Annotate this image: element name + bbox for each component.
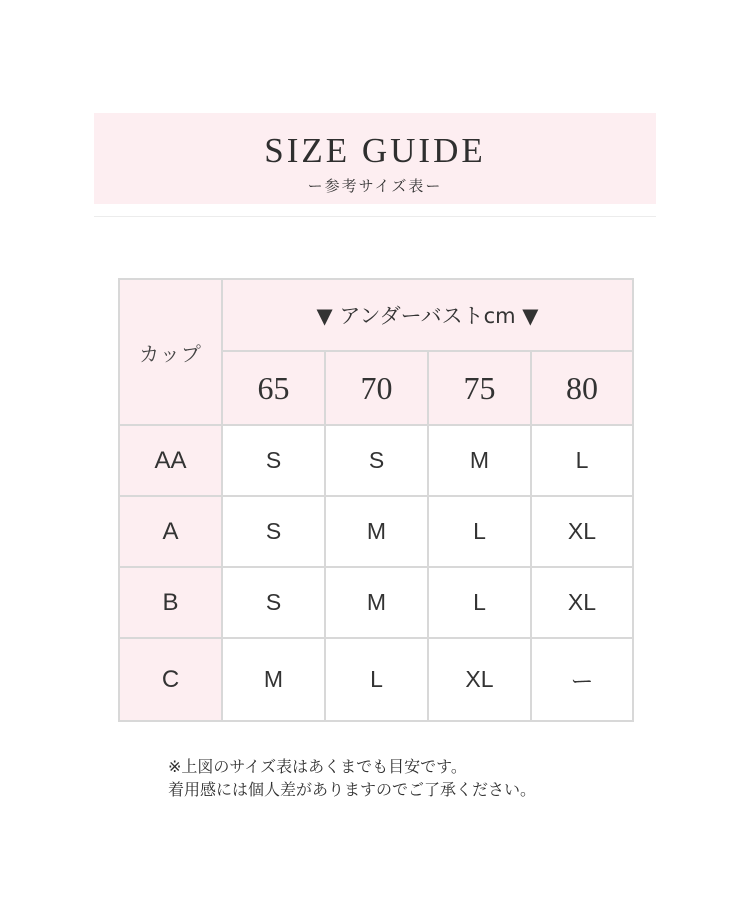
cup-size-label: A	[119, 496, 222, 567]
size-cell: S	[325, 425, 428, 496]
size-table	[118, 278, 634, 722]
size-cell: XL	[531, 567, 633, 638]
size-cell: S	[222, 496, 325, 567]
note-line: ※上図のサイズ表はあくまでも目安です。	[168, 757, 467, 776]
note-line: 着用感には個人差がありますのでご了承ください。	[168, 780, 537, 799]
band-header: 75	[428, 351, 531, 425]
table-row	[119, 567, 633, 638]
cup-header: カップ	[119, 279, 222, 425]
table-row	[119, 425, 633, 496]
header-divider	[94, 216, 656, 217]
size-cell: L	[428, 567, 531, 638]
table-row	[119, 638, 633, 721]
size-cell: S	[222, 567, 325, 638]
size-cell: M	[325, 567, 428, 638]
table-row	[119, 496, 633, 567]
page-subtitle: ー参考サイズ表ー	[307, 177, 443, 195]
size-cell: M	[222, 638, 325, 721]
page-title: SIZE GUIDE	[264, 131, 486, 170]
cup-size-label: AA	[119, 425, 222, 496]
band-header: 70	[325, 351, 428, 425]
band-header: 80	[531, 351, 633, 425]
size-cell: XL	[531, 496, 633, 567]
size-guide-header	[94, 113, 656, 204]
size-cell: S	[222, 425, 325, 496]
size-cell: L	[428, 496, 531, 567]
cup-size-label: B	[119, 567, 222, 638]
size-cell: L	[325, 638, 428, 721]
cup-size-label: C	[119, 638, 222, 721]
size-cell: M	[428, 425, 531, 496]
size-cell: XL	[428, 638, 531, 721]
under-bust-header: ▼ アンダーバストcm ▼	[222, 279, 633, 351]
table-header-row	[119, 279, 633, 351]
size-cell: ー	[531, 638, 633, 721]
size-note	[168, 755, 638, 801]
size-cell: M	[325, 496, 428, 567]
size-cell: L	[531, 425, 633, 496]
band-header: 65	[222, 351, 325, 425]
